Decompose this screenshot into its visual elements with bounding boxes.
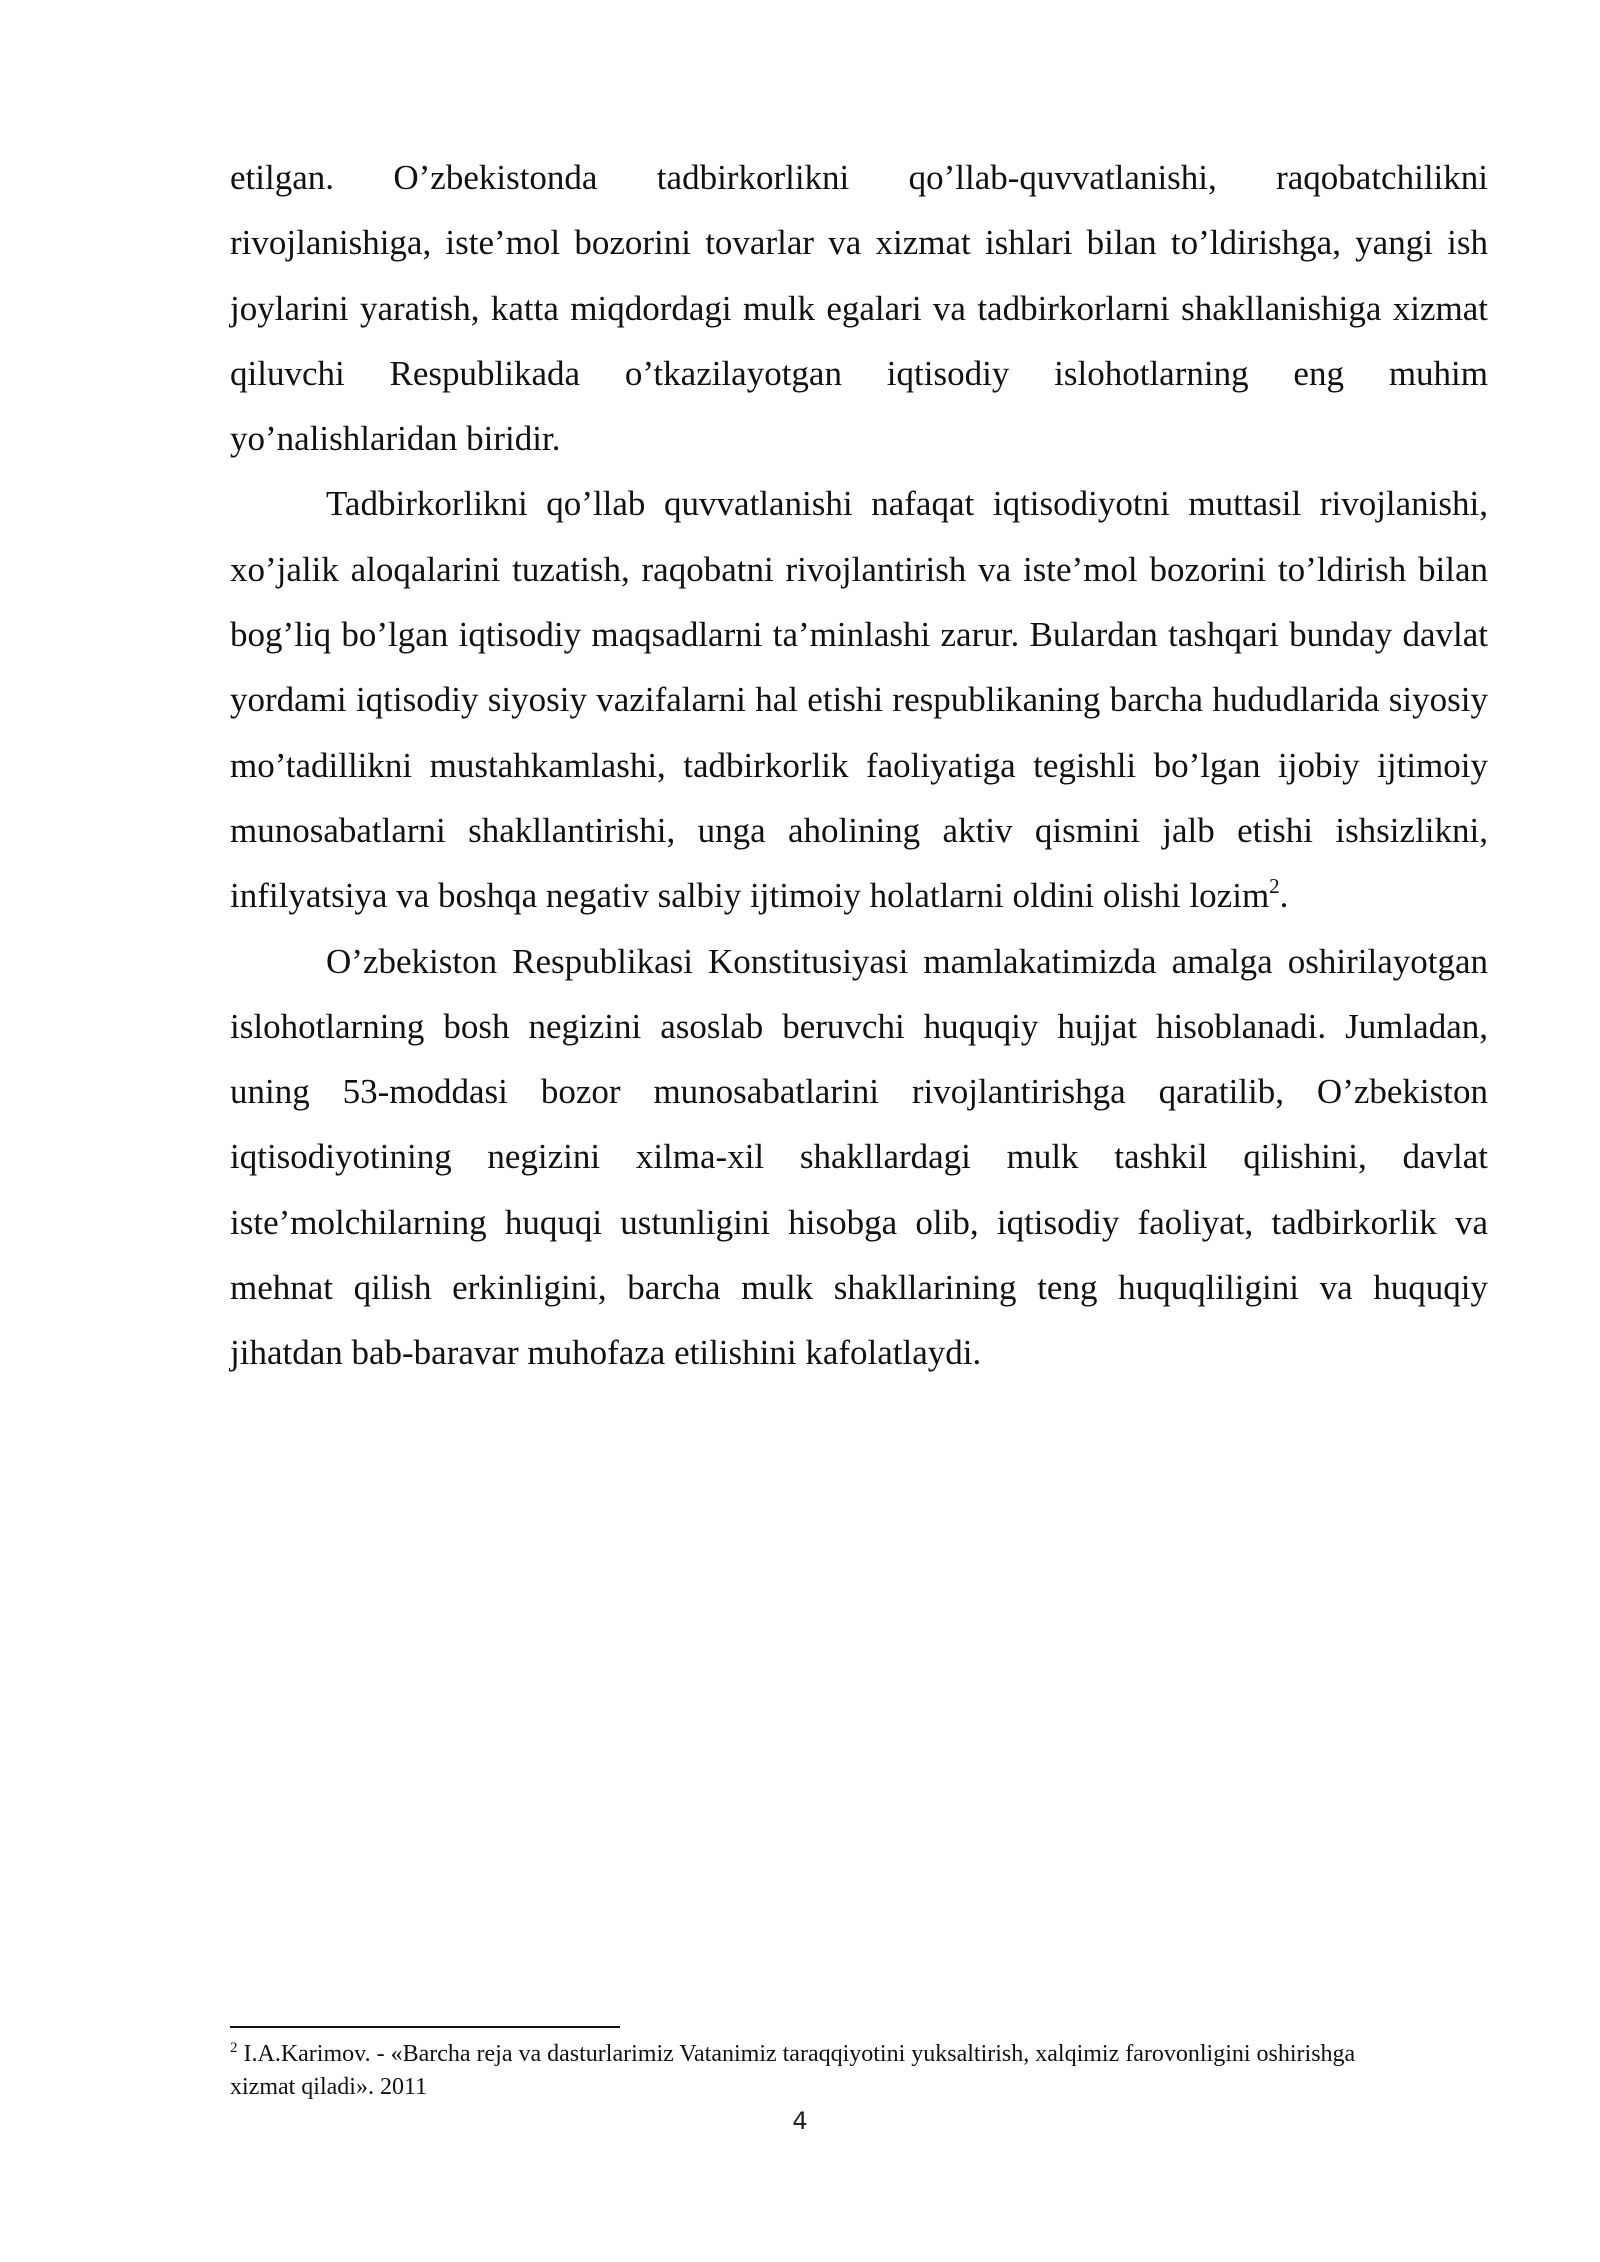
footnote-mark: 2: [230, 2040, 238, 2056]
page-number: 4: [792, 2107, 808, 2135]
paragraph-2-end: .: [1279, 876, 1289, 916]
footnote-text: I.A.Karimov. - «Barcha reja va dasturlarimiz Vatanimiz taraqqiyotini yuksaltirish, xalqimiz farovonligini oshirishga xizmat qiladi». 2011: [230, 2041, 1356, 2100]
footnote-reference[interactable]: 2: [1269, 874, 1280, 899]
paragraph-2: [230, 471, 1488, 928]
paragraph-1: etilgan. O’zbekistonda tadbirkorlikni qo’llab-quvvatlanishi, raqobatchilikni rivojlanishiga, iste’mol bozorini tovarlar va xizmat ishlari bilan to’ldirishga, yangi ish joylarini yaratish, katta miqdordagi mulk egalari va tadbirkorlarni shakllanishiga xizmat qiluvchi Respublikada o’tkazilayotgan iqtisodiy islohotlarning eng muhim yo’nalishlaridan biridir.: [230, 158, 1488, 459]
footnote: [230, 2038, 1410, 2104]
paragraph-3: O’zbekiston Respublikasi Konstitusiyasi mamlakatimizda amalga oshirilayotgan islohotlarning bosh negizini asoslab beruvchi huquqiy hujjat hisoblanadi. Jumladan, uning 53-moddasi bozor munosabatlarini rivojlantirishga qaratilib, O’zbekiston iqtisodiyotining negizini xilma-xil shakllardagi mulk tashkil qilishini, davlat iste’molchilarning huquqi ustunligini hisobga olib, iqtisodiy faoliyat, tadbirkorlik va mehnat qilish erkinligini, barcha mulk shakllarining teng huquqliligini va huquqiy jihatdan bab-baravar muhofaza etilishini kafolatlaydi.: [230, 941, 1488, 1373]
page-body: [230, 145, 1488, 1386]
paragraph-2-text: Tadbirkorlikni qo’llab quvvatlanishi nafaqat iqtisodiyotni muttasil rivojlanishi, xo’jalik aloqalarini tuzatish, raqobatni rivojlantirish va iste’mol bozorini to’ldirish bilan bog’liq bo’lgan iqtisodiy maqsadlarni ta’minlashi zarur. Bulardan tashqari bunday davlat yordami iqtisodiy siyosiy vazifalarni hal etishi respublikaning barcha hududlarida siyosiy mo’tadillikni mustahkamlashi, tadbirkorlik faoliyatiga tegishli bo’lgan ijobiy ijtimoiy munosabatlarni shakllantirishi, unga aholining aktiv qismini jalb etishi ishsizlikni, infilyatsiya va boshqa negativ salbiy ijtimoiy holatlarni oldini olishi lozim: [230, 484, 1488, 916]
footnote-separator: [230, 2026, 620, 2028]
